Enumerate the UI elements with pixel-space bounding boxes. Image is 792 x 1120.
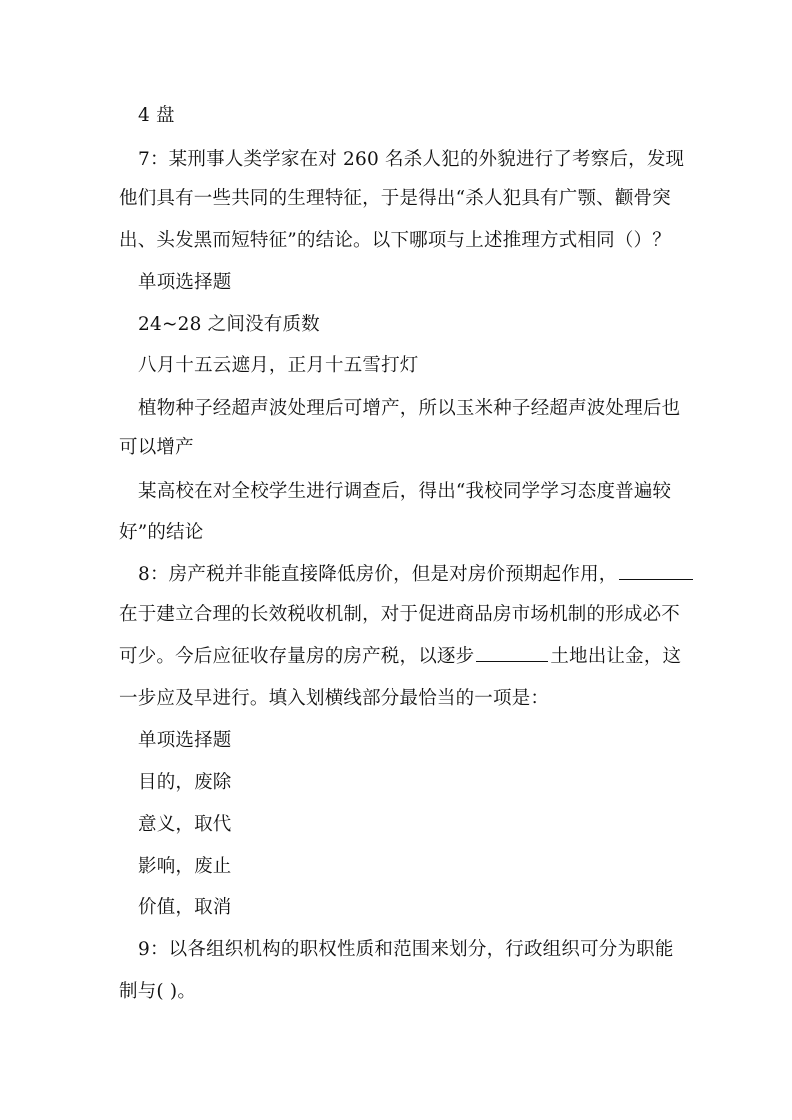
option-c: 影响，废止 [138, 856, 232, 877]
option-3-line-1: 植物种子经超声波处理后可增产，所以玉米种子经超声波处理后也 [138, 398, 681, 419]
question-type-label: 单项选择题 [138, 272, 232, 293]
question-8-text-a: 可少。今后应征收存量房的房产税，以逐步 [119, 646, 475, 667]
option-4-line-1: 某高校在对全校学生进行调查后，得出“我校同学学习态度普遍较 [138, 481, 672, 502]
option-d: 价值，取消 [138, 897, 232, 918]
fill-blank-2 [476, 645, 548, 662]
question-8-text-b: 土地出让金，这 [550, 646, 682, 667]
question-7-line-3: 出、头发黑而短特征”的结论。以下哪项与上述推理方式相同（）？ [119, 230, 671, 251]
question-8-line-4: 一步应及早进行。填入划横线部分最恰当的一项是： [119, 688, 550, 709]
question-7-line-1: 7：某刑事人类学家在对 260 名杀人犯的外貌进行了考察后，发现 [138, 149, 685, 170]
option-4-line-2: 好”的结论 [119, 522, 204, 543]
option-1: 24~28 之间没有质数 [138, 314, 320, 335]
question-9-line-2: 制与( )。 [119, 981, 197, 1002]
question-8-line-3 [119, 645, 682, 669]
question-9-line-1: 9：以各组织机构的职权性质和范围来划分，行政组织可分为职能 [138, 939, 674, 960]
question-7-line-2: 他们具有一些共同的生理特征，于是得出“杀人犯具有广颚、颧骨突 [119, 188, 671, 209]
option-3-line-2: 可以增产 [119, 437, 194, 458]
question-8-line-2: 在于建立合理的长效税收机制，对于促进商品房市场机制的形成必不 [119, 604, 681, 625]
text-line: 4 盘 [138, 105, 175, 126]
option-a: 目的，废除 [138, 772, 232, 793]
question-type-label: 单项选择题 [138, 730, 232, 751]
question-8-line-1 [138, 563, 698, 587]
question-8-text: 8：房产税并非能直接降低房价，但是对房价预期起作用， [138, 564, 618, 585]
option-b: 意义，取代 [138, 814, 232, 835]
fill-blank-1 [619, 563, 693, 580]
option-2: 八月十五云遮月，正月十五雪打灯 [138, 355, 419, 376]
